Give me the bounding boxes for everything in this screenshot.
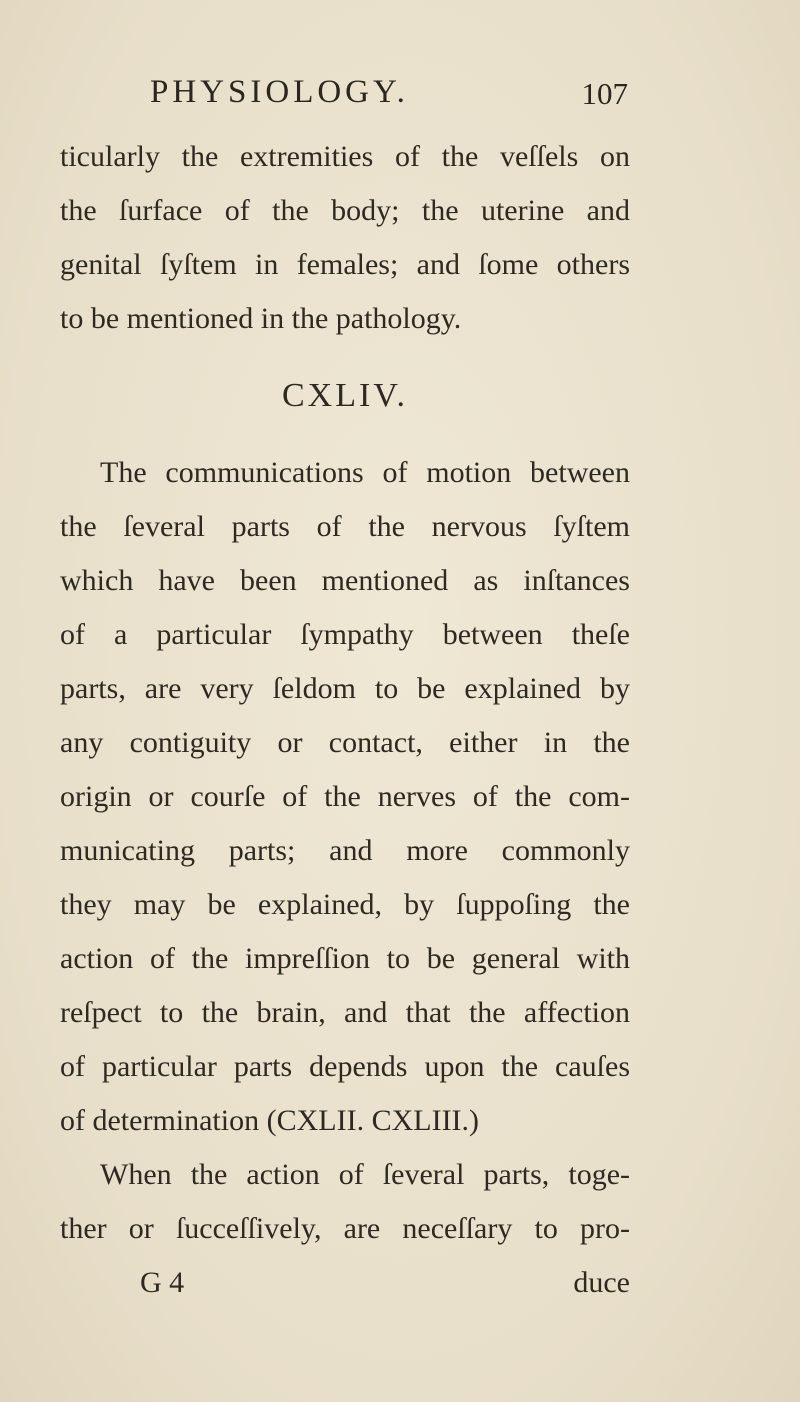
text-line: ticularly the extremities of the veſſels on: [60, 140, 630, 173]
text-line: of a particular ſympathy between theſe: [60, 618, 630, 651]
text-line: origin or courſe of the nerves of the com-: [60, 780, 630, 813]
text-line: The communications of motion between: [100, 456, 630, 489]
text-line: When the action of ſeveral parts, toge-: [100, 1158, 630, 1191]
signature-mark: G 4: [140, 1266, 185, 1299]
text-line: any contiguity or contact, either in the: [60, 726, 630, 759]
text-line: they may be explained, by ſuppoſing the: [60, 888, 630, 921]
text-line: the ſurface of the body; the uterine and: [60, 194, 630, 227]
text-line: of particular parts depends upon the cauſes: [60, 1050, 630, 1083]
text-line: of determination (CXLII. CXLIII.): [60, 1104, 480, 1137]
text-line: ther or ſucceſſively, are neceſſary to pro-: [60, 1212, 630, 1245]
text-line: which have been mentioned as inſtances: [60, 564, 630, 597]
text-line: municating parts; and more commonly: [60, 834, 630, 867]
text-line: reſpect to the brain, and that the affection: [60, 996, 630, 1029]
page-footer: [60, 1256, 630, 1310]
paragraph-continued: [60, 130, 630, 346]
body-text: [60, 130, 630, 1310]
running-head: [150, 74, 628, 124]
running-title: PHYSIOLOGY.: [150, 74, 409, 110]
catchword: duce: [573, 1266, 630, 1299]
text-line: genital ſyſtem in females; and ſome others: [60, 248, 630, 281]
text-line: action of the impreſſion to be general with: [60, 942, 630, 975]
text-line: to be mentioned in the pathology.: [60, 302, 462, 335]
text-line: the ſeveral parts of the nervous ſyſtem: [60, 510, 630, 543]
paragraph-section: [60, 446, 630, 1148]
paragraph-next: [60, 1148, 630, 1256]
text-line: parts, are very ſeldom to be explained by: [60, 672, 630, 705]
page-number: 107: [581, 76, 628, 111]
section-heading: CXLIV.: [282, 377, 408, 414]
